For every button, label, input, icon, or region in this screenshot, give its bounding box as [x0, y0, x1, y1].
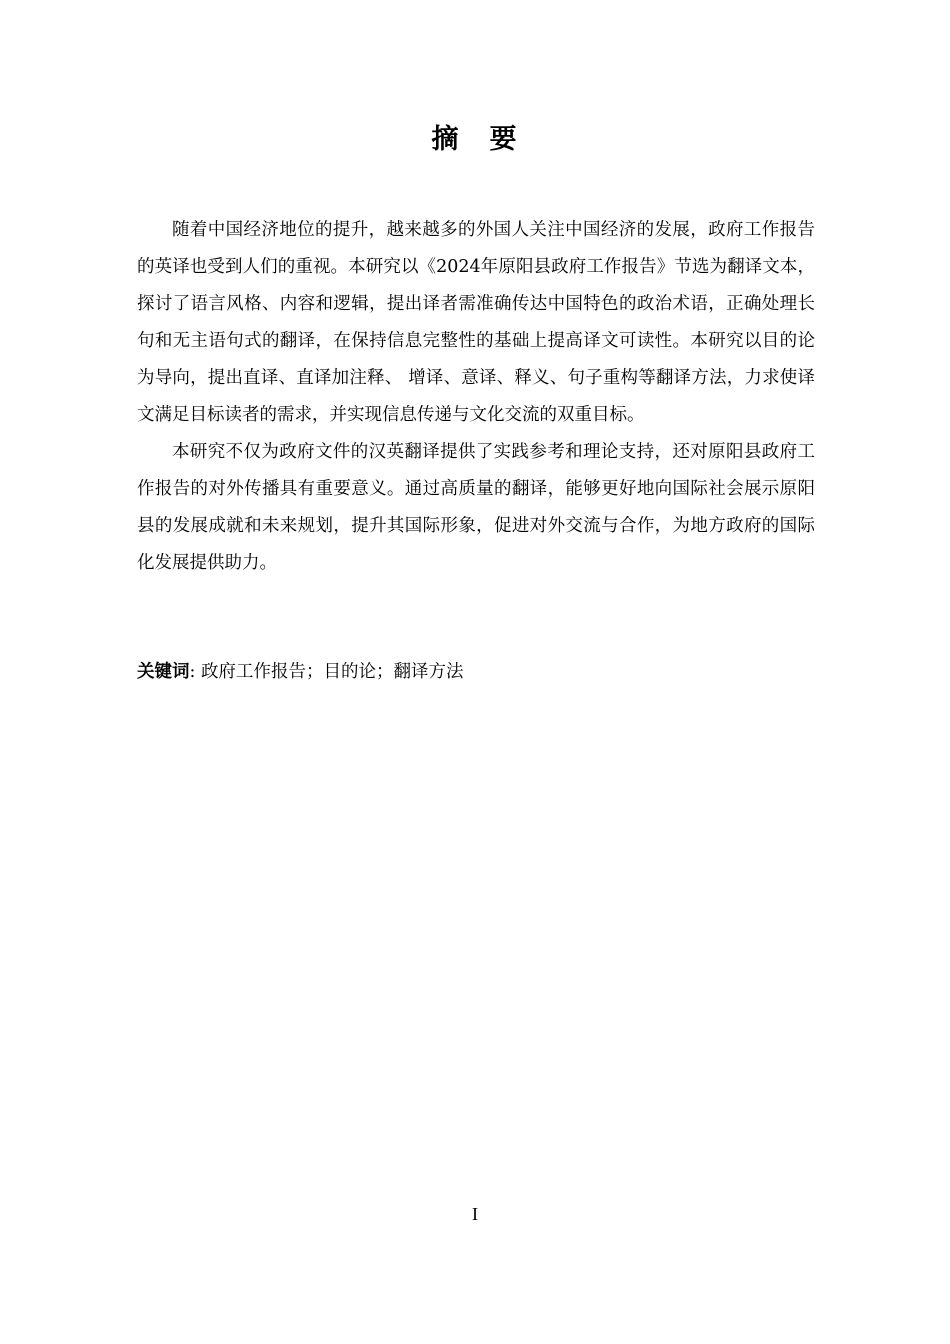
page-number: I — [472, 1204, 478, 1224]
page-title: 摘 要 — [431, 124, 519, 155]
keywords-label: 关键词 — [137, 662, 190, 682]
abstract-paragraph-2: 本研究不仅为政府文件的汉英翻译提供了实践参考和理论支持，还对原阳县政府工作报告的对外传播具有重要意义。通过高质量的翻译，能够更好地向国际社会展示原阳县的发展成就和未来规划，提升其国际形象，促进对外交流与合作，为地方政府的国际化发展提供助力。 — [137, 442, 815, 573]
keywords-value: : 政府工作报告；目的论；翻译方法 — [189, 662, 464, 682]
keywords-line — [137, 655, 815, 689]
abstract-body — [137, 212, 815, 582]
abstract-paragraph-1: 随着中国经济地位的提升，越来越多的外国人关注中国经济的发展，政府工作报告的英译也受到人们的重视。本研究以《2024年原阳县政府工作报告》节选为翻译文本，探讨了语言风格、内容和逻辑，提出译者需准确传达中国特色的政治术语，正确处理长句和无主语句式的翻译，在保持信息完整性的基础上提高译文可读性。本研究以目的论为导向，提出直译、直译加注释、 增译、意译、释义、句子重构等翻译方法，力求使译文满足目标读者的需求，并实现信息传递与文化交流的双重目标。 — [137, 220, 815, 425]
